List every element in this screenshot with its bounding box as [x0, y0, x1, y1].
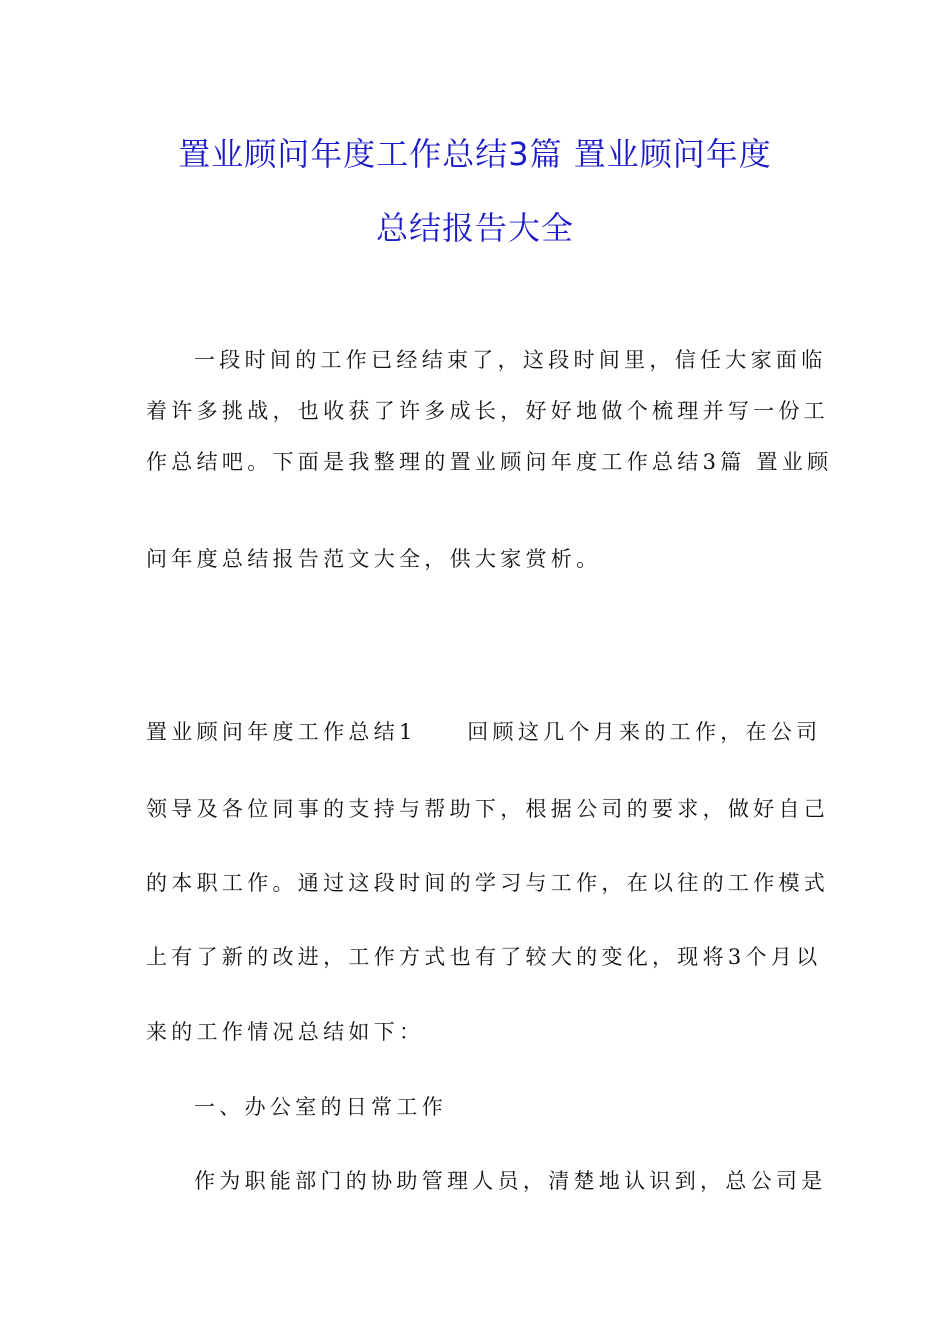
document-title-line-2: 总结报告大全 [375, 209, 574, 247]
body-paragraph-line-5: 来的工作情况总结如下： [146, 1020, 425, 1044]
body-paragraph-line-2: 领导及各位同事的支持与帮助下，根据公司的要求，做好自己 [146, 797, 830, 821]
body-paragraph-line-3: 的本职工作。通过这段时间的学习与工作，在以往的工作模式 [146, 871, 830, 895]
intro-paragraph-line-2: 着许多挑战，也收获了许多成长，好好地做个梳理并写一份工 [146, 399, 830, 423]
body-paragraph-line-4: 上有了新的改进，工作方式也有了较大的变化，现将3个月以 [146, 945, 822, 969]
section-heading: 一、办公室的日常工作 [194, 1095, 447, 1119]
intro-paragraph-line-3: 作总结吧。下面是我整理的置业顾问年度工作总结3篇 置业顾 [146, 450, 833, 474]
intro-paragraph-line-1: 一段时间的工作已经结束了，这段时间里，信任大家面临 [194, 348, 827, 372]
body-paragraph-line-1: 置业顾问年度工作总结1 回顾这几个月来的工作，在公司 [146, 720, 822, 744]
intro-paragraph-line-4: 问年度总结报告范文大全，供大家赏析。 [146, 547, 602, 571]
document-title-line-1: 置业顾问年度工作总结3篇 置业顾问年度 [178, 135, 772, 173]
section-paragraph-line-1: 作为职能部门的协助管理人员，清楚地认识到，总公司是 [194, 1169, 827, 1193]
